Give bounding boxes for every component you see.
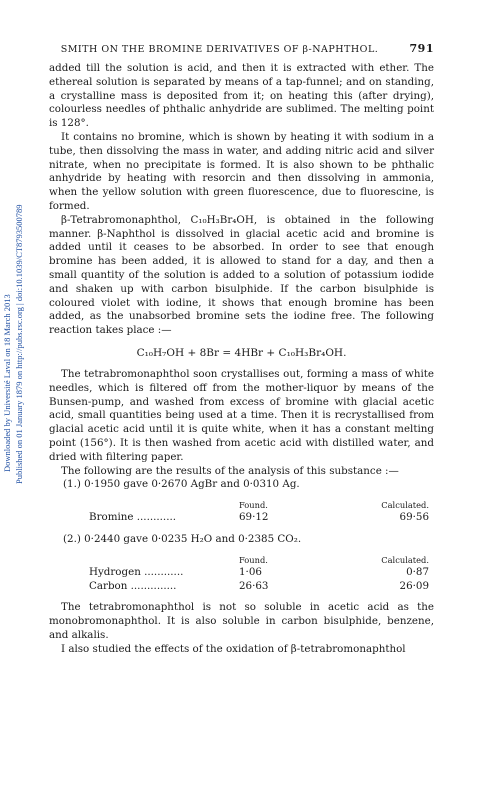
paragraph: The following are the results of the analysis of this substance :— <box>61 464 399 477</box>
found-header: Found. <box>239 500 268 511</box>
table-row <box>89 566 429 580</box>
analysis-item: (2.) 0·2440 gave 0·0235 H₂O and 0·2385 CO₂. <box>63 532 302 545</box>
calculated-header: Calculated. <box>381 554 429 565</box>
publication-note[interactable]: Published on 01 January 1879 on http://pubs.rsc.org | doi:10.1039/CT8793500789 <box>14 204 24 484</box>
download-note[interactable]: Downloaded by Université Laval on 18 March 2013 <box>2 294 12 472</box>
page-body <box>49 44 434 656</box>
calculated-value: 69·56 <box>399 511 429 524</box>
paragraph: The tetrabromonaphthol is not so soluble in acetic acid as the monobromonaphthol. It is also soluble in carbon bisulphide, benzene, and alkalis. <box>49 601 434 641</box>
paragraph: It contains no bromine, which is shown by heating it with sodium in a tube, then dissolving the mass in water, and adding nitric acid and silver nitrate, when no precipitate is formed. It is also shown to be phthalic anhydride by heating with resorcin and then dissolving in ammonia, when the yellow solution with green fluorescence, due to fluorescine, is formed. <box>49 130 434 212</box>
row-label: Carbon .............. <box>89 579 177 592</box>
row-label: Bromine ............ <box>89 511 177 524</box>
results-table <box>89 555 429 594</box>
paragraph: added till the solution is acid, and then it is extracted with ether. The ethereal solution is separated by means of a tap-funnel; and on standing, a crystalline mass is deposited from it; on heating this (after drying), colourless needles of phthalic anhydride are sublimed. The melting point is 128°. <box>49 62 434 130</box>
table-row <box>89 511 429 525</box>
calculated-value: 26·09 <box>399 579 429 592</box>
analysis-item: (1.) 0·1950 gave 0·2670 AgBr and 0·0310 Ag. <box>63 478 300 491</box>
reaction-equation: C₁₀H₇OH + 8Br = 4HBr + C₁₀H₃Br₄OH. <box>136 346 347 359</box>
calculated-value: 0·87 <box>406 565 429 578</box>
found-value: 26·63 <box>239 579 269 592</box>
results-table <box>89 500 429 525</box>
found-value: 69·12 <box>239 511 269 524</box>
paragraph: I also studied the effects of the oxidation of β-tetrabromonaphthol <box>61 642 406 655</box>
calculated-header: Calculated. <box>381 500 429 511</box>
row-label: Hydrogen ............ <box>89 565 184 578</box>
running-title: SMITH ON THE BROMINE DERIVATIVES OF β-NAPHTHOL. <box>60 44 379 55</box>
found-value: 1·06 <box>239 565 262 578</box>
paragraph: The tetrabromonaphthol soon crystallises out, forming a mass of white needles, which is filtered off from the mother-liquor by means of the Bunsen-pump, and washed from excess of bromine with glacial acetic acid, small quantities being used at a time. Then it is recrystallised from glacial acetic acid until it is quite white, when it has a constant melting point (156°). It is then washed from acetic acid with distilled water, and dried with filtering paper. <box>49 367 434 463</box>
side-notes <box>0 0 24 792</box>
running-header <box>49 44 434 62</box>
page-number: 791 <box>409 42 434 55</box>
paragraph: β-Tetrabromonaphthol, C₁₀H₃Br₄OH, is obtained in the following manner. β-Naphthol is dissolved in glacial acetic acid and bromine is added until it ceases to be absorbed. In order to see that enough bromine has been added, it is allowed to stand for a day, and then a small quantity of the solution is added to a solution of potassium iodide and shaken up with carbon bisulphide. If the carbon bisulphide is coloured violet with iodine, it shows that enough bromine has been added, as the unabsorbed bromine sets the iodine free. The following reaction takes place :— <box>49 213 434 337</box>
table-row <box>89 580 429 594</box>
found-header: Found. <box>239 554 268 565</box>
